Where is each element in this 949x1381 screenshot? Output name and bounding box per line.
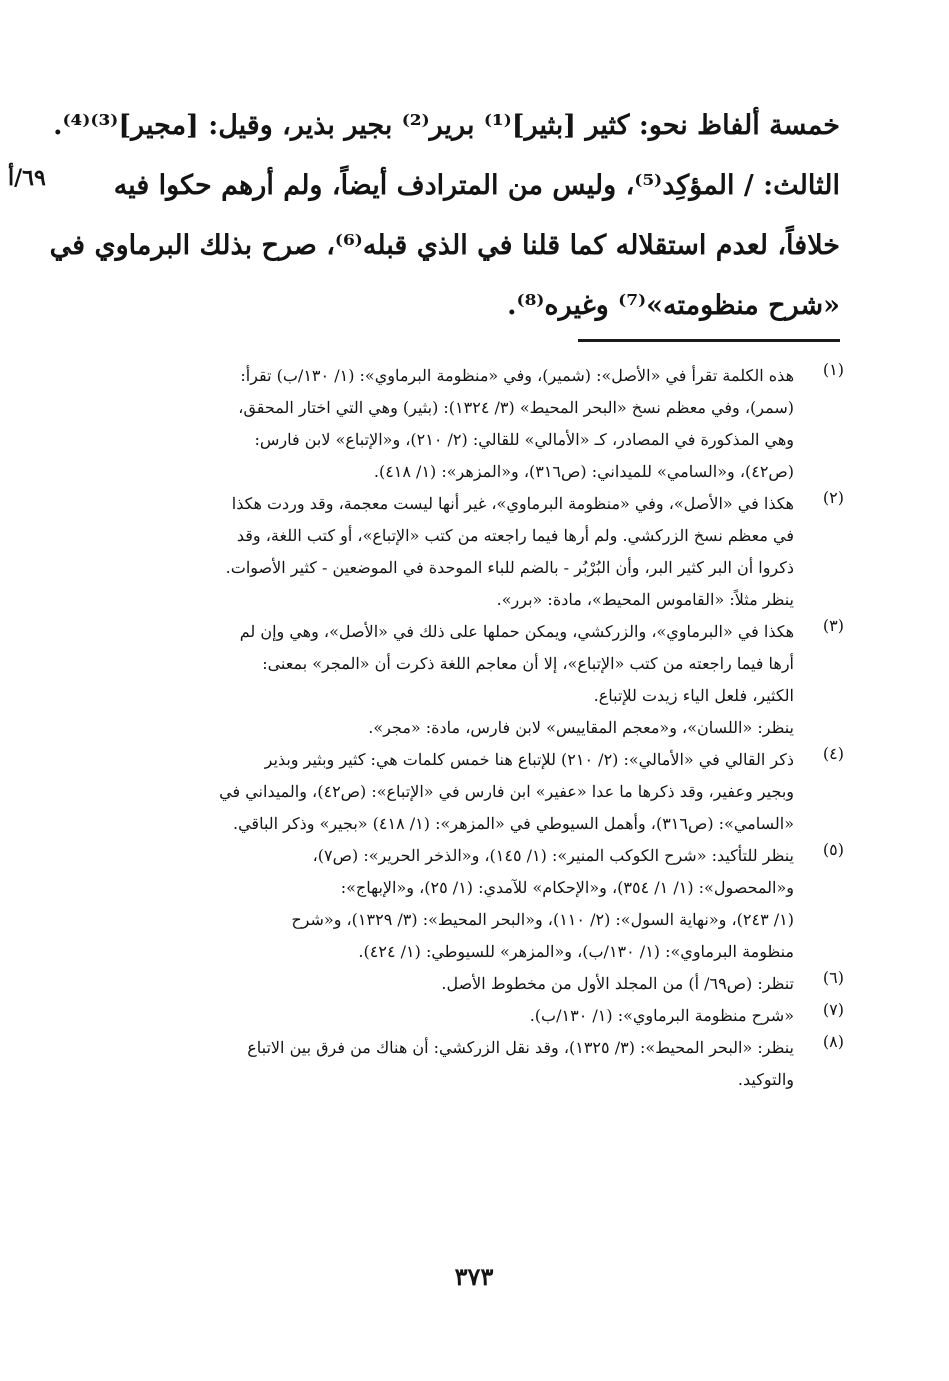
footnote-number: (٢) bbox=[822, 488, 844, 507]
footnote-line: (سمر)، وفي معظم نسخ «البحر المحيط» (٣/ ١٣٢٤): (بثير) وهي التي اختار المحقق، bbox=[238, 398, 794, 417]
footnote-line: ينظر مثلاً: «القاموس المحيط»، مادة: «برر». bbox=[496, 590, 794, 609]
main-text-line: خلافاً، لعدم استقلاله كما قلنا في الذي قبله⁽⁶⁾، صرح بذلك البرماوي في bbox=[49, 230, 840, 261]
footnote bbox=[130, 1032, 844, 1096]
footnote-line: «شرح منظومة البرماوي»: (١/ ١٣٠/ب). bbox=[529, 1006, 794, 1025]
footnote-number: (٤) bbox=[822, 744, 844, 763]
footnote bbox=[130, 968, 844, 1000]
footnote-line: وبجير وعفير، وقد ذكرها ما عدا «عفير» ابن فارس في «الإتباع»: (ص٤٢)، والميداني في bbox=[219, 782, 794, 801]
margin-note: ٦٩/أ bbox=[8, 165, 46, 191]
main-text-line: «شرح منظومته»⁽⁷⁾ وغيره⁽⁸⁾. bbox=[507, 290, 840, 321]
footnote-line: في معظم نسخ الزركشي. ولم أرها فيما راجعته من كتب «الإتباع»، أو كتب اللغة، وقد bbox=[236, 526, 794, 545]
footnote-line: و«المحصول»: (١/ ١/ ٣٥٤)، و«الإحكام» للآمدي: (١/ ٢٥)، و«الإبهاج»: bbox=[340, 878, 794, 897]
footnote-number: (١) bbox=[822, 360, 844, 379]
footnote-body bbox=[130, 840, 794, 968]
footnote-line: هكذا في «البرماوي»، والزركشي، ويمكن حملها على ذلك في «الأصل»، وهي وإن لم bbox=[239, 622, 794, 641]
footnote bbox=[130, 360, 844, 488]
footnote-line: الكثير، فلعل الياء زيدت للإتباع. bbox=[593, 686, 794, 705]
footnote-body bbox=[130, 968, 794, 1000]
footnotes bbox=[130, 360, 844, 1096]
footnote bbox=[130, 616, 844, 744]
footnote bbox=[130, 1000, 844, 1032]
footnote-line: ذكروا أن البر كثير البر، وأن البُرْبُر - بالضم للباء الموحدة في الموضعين - كثير الأصوات. bbox=[225, 558, 794, 577]
footnote-line: ينظر للتأكيد: «شرح الكوكب المنير»: (١/ ١٤٥)، و«الذخر الحرير»: (ص٧)، bbox=[312, 846, 794, 865]
footnote-line: (ص٤٢)، و«السامي» للميداني: (ص٣١٦)، و«المزهر»: (١/ ٤١٨). bbox=[373, 462, 794, 481]
footnote-line: تنظر: (ص٦٩/ أ) من المجلد الأول من مخطوط الأصل. bbox=[441, 974, 794, 993]
footnote-divider bbox=[578, 339, 840, 342]
footnote-body bbox=[130, 1032, 794, 1096]
footnote-line: أرها فيما راجعته من كتب «الإتباع»، إلا أن معاجم اللغة ذكرت أن «المجر» بمعنى: bbox=[262, 654, 794, 673]
footnote-line: وهي المذكورة في المصادر، كـ «الأمالي» للقالي: (٢/ ٢١٠)، و«الإتباع» لابن فارس: bbox=[254, 430, 794, 449]
footnote-number: (٨) bbox=[822, 1032, 844, 1051]
footnote-body bbox=[130, 360, 794, 488]
page-number: ٣٧٣ bbox=[454, 1262, 494, 1291]
main-text bbox=[49, 96, 840, 336]
main-text-line: خمسة ألفاظ نحو: كثير [بثير]⁽¹⁾ برير⁽²⁾ بجير بذير، وقيل: [مجير]⁽³⁾⁽⁴⁾. bbox=[53, 110, 840, 141]
main-text-line: الثالث: / المؤكِد⁽⁵⁾، وليس من المترادف أيضاً، ولم أرهم حكوا فيه bbox=[113, 170, 840, 201]
footnote-number: (٦) bbox=[822, 968, 844, 987]
footnote-line: ينظر: «البحر المحيط»: (٣/ ١٣٢٥)، وقد نقل الزركشي: أن هناك من فرق بين الاتباع bbox=[247, 1038, 794, 1057]
footnote-body bbox=[130, 616, 794, 744]
footnote bbox=[130, 840, 844, 968]
footnote-line: (١/ ٢٤٣)، و«نهاية السول»: (٢/ ١١٠)، و«البحر المحيط»: (٣/ ١٣٢٩)، و«شرح bbox=[291, 910, 794, 929]
footnote-line: هذه الكلمة تقرأ في «الأصل»: (شمير)، وفي «منظومة البرماوي»: (١/ ١٣٠/ب) تقرأ: bbox=[240, 366, 794, 385]
footnote-line: والتوكيد. bbox=[737, 1070, 794, 1089]
footnote-number: (٣) bbox=[822, 616, 844, 635]
footnote-body bbox=[130, 488, 794, 616]
footnote bbox=[130, 744, 844, 840]
footnote-line: «السامي»: (ص٣١٦)، وأهمل السيوطي في «المزهر»: (١/ ٤١٨) «بجير» وذكر الباقي. bbox=[233, 814, 794, 833]
footnote-line: منظومة البرماوي»: (١/ ١٣٠/ب)، و«المزهر» للسيوطي: (١/ ٤٢٤). bbox=[358, 942, 794, 961]
footnote-number: (٧) bbox=[822, 1000, 844, 1019]
footnote-line: ينظر: «اللسان»، و«معجم المقاييس» لابن فارس، مادة: «مجر». bbox=[368, 718, 794, 737]
footnote-number: (٥) bbox=[822, 840, 844, 859]
footnote-line: هكذا في «الأصل»، وفي «منظومة البرماوي»، غير أنها ليست معجمة، وقد وردت هكذا bbox=[231, 494, 794, 513]
footnote-body bbox=[130, 1000, 794, 1032]
footnote bbox=[130, 488, 844, 616]
footnote-body bbox=[130, 744, 794, 840]
footnote-line: ذكر القالي في «الأمالي»: (٢/ ٢١٠) للإتباع هنا خمس كلمات هي: كثير وبثير وبذير bbox=[264, 750, 794, 769]
